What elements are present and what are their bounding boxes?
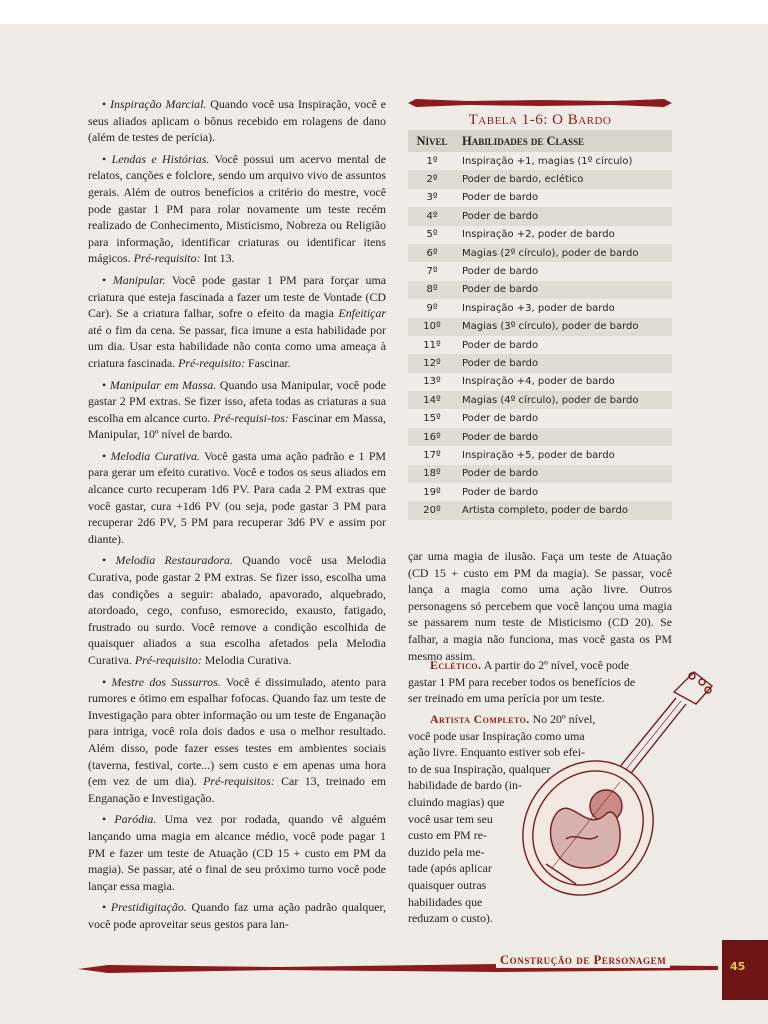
artista-line: to de sua Inspiração, qualquer: [408, 761, 551, 776]
abilities-cell: Poder de bardo: [456, 336, 672, 354]
abilities-cell: Poder de bardo: [456, 465, 672, 483]
level-cell: 4º: [408, 207, 456, 225]
prerequisite-value: Int 13.: [200, 251, 235, 266]
table-row: [408, 170, 672, 188]
ability-name: Lendas e Histórias.: [111, 151, 210, 166]
spell-name: Enfeitiçar: [338, 306, 386, 321]
abilities-cell: Poder de bardo: [456, 262, 672, 280]
ability-paragraph: [88, 811, 386, 894]
abilities-cell: Inspiração +3, poder de bardo: [456, 299, 672, 317]
table-row: [408, 409, 672, 427]
ability-text: Quando faz uma ação padrão qualquer, você pode aproveitar seus gestos para lan-: [88, 900, 386, 931]
table-title: Tabela 1-6: O Bardo: [468, 112, 612, 128]
table-row: [408, 428, 672, 446]
bullet-icon: •: [102, 97, 111, 111]
table-header-row: [408, 130, 672, 152]
table-row: [408, 244, 672, 262]
prerequisite-value: Car 13, treinado em Enganação e Investigação.: [88, 774, 386, 805]
level-cell: 8º: [408, 281, 456, 299]
artista-line: cluindo magias) que: [408, 794, 505, 809]
prerequisite-value: Melodia Curativa.: [201, 653, 292, 667]
bullet-icon: •: [102, 900, 111, 915]
table-row: [408, 373, 672, 391]
footer-section-title: Construção de Personagem: [496, 953, 670, 968]
artista-line: custo em PM re-: [408, 828, 487, 843]
ability-paragraph: [88, 448, 386, 548]
level-cell: 12º: [408, 354, 456, 372]
bullet-icon: •: [102, 151, 112, 166]
artista-line: habilidades que: [408, 894, 483, 909]
table-row: [408, 391, 672, 409]
ability-paragraph: [88, 151, 386, 267]
ability-name: Inspiração Marcial.: [110, 97, 207, 111]
abilities-cell: Poder de bardo: [456, 409, 672, 427]
table-row: [408, 465, 672, 483]
ability-name: Manipular em Massa.: [109, 377, 217, 392]
abilities-cell: Poder de bardo: [456, 207, 672, 225]
table-row: [408, 207, 672, 225]
ability-name: Melodia Curativa.: [110, 448, 200, 463]
table-row: [408, 336, 672, 354]
artista-line: você usar tem seu: [408, 811, 493, 826]
ability-paragraph: [88, 96, 386, 146]
level-cell: 17º: [408, 446, 456, 464]
abilities-cell: Poder de bardo: [456, 354, 672, 372]
abilities-cell: Inspiração +4, poder de bardo: [456, 373, 672, 391]
header-level: Nível: [408, 130, 456, 152]
abilities-cell: Magias (2º círculo), poder de bardo: [456, 244, 672, 262]
prerequisite-value: Fascinar em Massa, Manipular, 10º nível de bardo.: [88, 410, 386, 442]
level-cell: 11º: [408, 336, 456, 354]
bullet-icon: •: [102, 448, 111, 463]
level-cell: 10º: [408, 318, 456, 336]
table-grid: [408, 130, 672, 520]
right-column: [408, 548, 672, 669]
ability-name: Paródia.: [114, 812, 157, 827]
ability-text-2: até o fim da cena. Se passar, fica imune a esta habilidade por um dia. Usar esta habilidade não conta como uma ameaça à criatura fascinada.: [88, 322, 386, 370]
ecletico-line-3: ser treinado em uma perícia por um teste.: [408, 691, 605, 706]
table-row: [408, 226, 672, 244]
table-row: [408, 354, 672, 372]
abilities-cell: Poder de bardo: [456, 189, 672, 207]
level-cell: 20º: [408, 501, 456, 519]
bullet-icon: •: [102, 553, 116, 568]
level-cell: 15º: [408, 409, 456, 427]
prerequisite-label: Pré-requisito:: [178, 355, 246, 370]
prerequisite-label: Pré-requisi-tos:: [213, 410, 289, 425]
level-cell: 6º: [408, 244, 456, 262]
lute-illustration: [516, 664, 716, 904]
level-cell: 13º: [408, 373, 456, 391]
page-number-badge: [722, 940, 768, 1000]
level-cell: 3º: [408, 189, 456, 207]
abilities-cell: Poder de bardo: [456, 428, 672, 446]
bard-table: [408, 96, 672, 520]
abilities-cell: Poder de bardo: [456, 483, 672, 501]
table-row: [408, 262, 672, 280]
level-cell: 19º: [408, 483, 456, 501]
artista-text: No 20º nível,: [529, 712, 596, 726]
ability-paragraph: [88, 899, 386, 932]
ability-text: Você possui um acervo mental de relatos, canções e folclore, sendo um arquivo vivo de assuntos gerais. Além de outros benefícios a critério do mestre, você pode gastar 1 PM para rolar novamente um teste recém realizado de Conhecimento, Misticismo, Nobreza ou Religião para informação, identificar criaturas ou identificar itens mágicos.: [88, 151, 387, 266]
table-row: [408, 152, 672, 170]
prerequisite-label: Pré-requisito:: [133, 251, 201, 266]
ability-text: Você gasta uma ação padrão e 1 PM para gerar um efeito curativo. Você e todos os seus aliados em alcance curto recuperam 1d6 PV. Para cada 2 PM extras que você gastar, cura +1d6 PV (ou seja, pode gastar 3 PM para recuperar 2d6 PV, 5 PM para recuperar 3d6 PV e assim por diante).: [88, 448, 387, 546]
artista-line: duzido pela me-: [408, 844, 485, 859]
abilities-cell: Inspiração +5, poder de bardo: [456, 446, 672, 464]
artista-line: ação livre. Enquanto estiver sob efei-: [408, 745, 585, 760]
artista-line: tade (após aplicar: [408, 861, 492, 876]
abilities-cell: Poder de bardo: [456, 281, 672, 299]
level-cell: 7º: [408, 262, 456, 280]
abilities-cell: Artista completo, poder de bardo: [456, 501, 672, 519]
ability-text: Você pode gastar 1 PM para forçar uma criatura que esteja fascinada a fazer um teste de Vontade (CD Car). Se a criatura falhar, sofre o efeito da magia: [88, 272, 386, 321]
ability-paragraph: [88, 674, 386, 807]
abilities-cell: Magias (4º círculo), poder de bardo: [456, 391, 672, 409]
abilities-cell: Poder de bardo, eclético: [456, 170, 672, 188]
ability-name: Manipular.: [112, 272, 166, 287]
prerequisite-label: Pré-requisito:: [134, 653, 202, 667]
table-row: [408, 189, 672, 207]
level-cell: 14º: [408, 391, 456, 409]
header-abilities: Habilidades de Classe: [456, 130, 672, 152]
artista-term: Artista Completo.: [430, 712, 530, 726]
ability-text: Uma vez por rodada, quando vê alguém lançando uma magia em alcance médio, você pode pagar 1 PM e fazer um teste de Atuação (CD 15 + custo em PM da magia). Se passar, até o final de seu próximo turno você pode lançar essa magia.: [88, 812, 386, 893]
ecletico-term: Eclético.: [430, 658, 482, 672]
table-row: [408, 483, 672, 501]
table-row: [408, 318, 672, 336]
table-top-ornament: [408, 96, 672, 110]
bullet-icon: •: [102, 674, 112, 689]
page-number: 45: [730, 960, 746, 973]
bullet-icon: •: [102, 377, 110, 392]
ability-paragraph: [88, 552, 386, 668]
ability-text: Quando você usa Melodia Curativa, pode gastar 2 PM extras. Se fizer isso, escolha uma das condições a seguir: abalado, apavorado, alquebrado, atordoado, cego, confuso, esmorecido, exausto, fatigado, frustrado ou surdo. Você remove a condição escolhida de quaisquer aliados a sua escolha afetados pela Melodia Curativa.: [88, 553, 386, 667]
artista-line: você pode usar Inspiração como uma: [408, 728, 585, 743]
prerequisite-label: Pré-requisitos:: [203, 774, 275, 789]
ability-text: Você é dissimulado, atento para rumores e ótimo em espalhar fofocas. Quando faz um teste de Investigação para obter informação ou um teste de Enganação para intriga, você rola dois dados e usa o melhor resultado. Além disso, pode fazer esses testes em ambientes sociais (taverna, festival, corte...) sem custo e em apenas uma hora (em vez de um dia).: [88, 674, 386, 789]
ability-text: Quando você usa Inspiração, você e seus aliados aplicam o bônus recebido em rolagens de dano (além de testes de perícia).: [88, 97, 386, 145]
continuation-paragraph: çar uma magia de ilusão. Faça um teste de Atuação (CD 15 + custo em PM da magia). Se passar, você lança a magia como uma ação livre. Outros personagens só percebem que você lançou uma magia se passarem num teste de Misticismo (CD 20). Se falhar, a magia não funciona, mas você gasta os PM mesmo assim.: [408, 549, 672, 663]
prerequisite-value: Fascinar.: [245, 355, 291, 370]
table-row: [408, 281, 672, 299]
top-margin: [0, 0, 768, 24]
table-row: [408, 501, 672, 519]
artista-line: reduzam o custo).: [408, 911, 493, 926]
ability-name: Melodia Restauradora.: [115, 553, 233, 568]
level-cell: 5º: [408, 226, 456, 244]
level-cell: 16º: [408, 428, 456, 446]
level-cell: 2º: [408, 170, 456, 188]
level-cell: 1º: [408, 152, 456, 170]
ability-paragraph: [88, 272, 386, 372]
ability-name: Prestidigitação.: [110, 900, 187, 915]
ability-paragraph: [88, 377, 386, 443]
ability-name: Mestre dos Sussurros.: [111, 674, 221, 689]
level-cell: 9º: [408, 299, 456, 317]
ecletico-line-2: gastar 1 PM para receber todos os benefícios de: [408, 674, 636, 689]
abilities-cell: Inspiração +2, poder de bardo: [456, 226, 672, 244]
artista-line: habilidade de bardo (in-: [408, 778, 522, 793]
bullet-icon: •: [102, 272, 113, 287]
level-cell: 18º: [408, 465, 456, 483]
ability-text: Quando usa Manipular, você pode gastar 2 PM extras. Se fizer isso, afeta todas as criaturas a sua escolha em alcance curto.: [88, 377, 386, 425]
artista-line: quaisquer outras: [408, 877, 487, 892]
left-column: [88, 96, 386, 938]
bullet-icon: •: [102, 812, 115, 827]
abilities-cell: Magias (3º círculo), poder de bardo: [456, 318, 672, 336]
table-row: [408, 446, 672, 464]
table-row: [408, 299, 672, 317]
abilities-cell: Inspiração +1, magias (1º círculo): [456, 152, 672, 170]
ecletico-text-1: A partir do 2º nível, você pode: [481, 658, 630, 672]
